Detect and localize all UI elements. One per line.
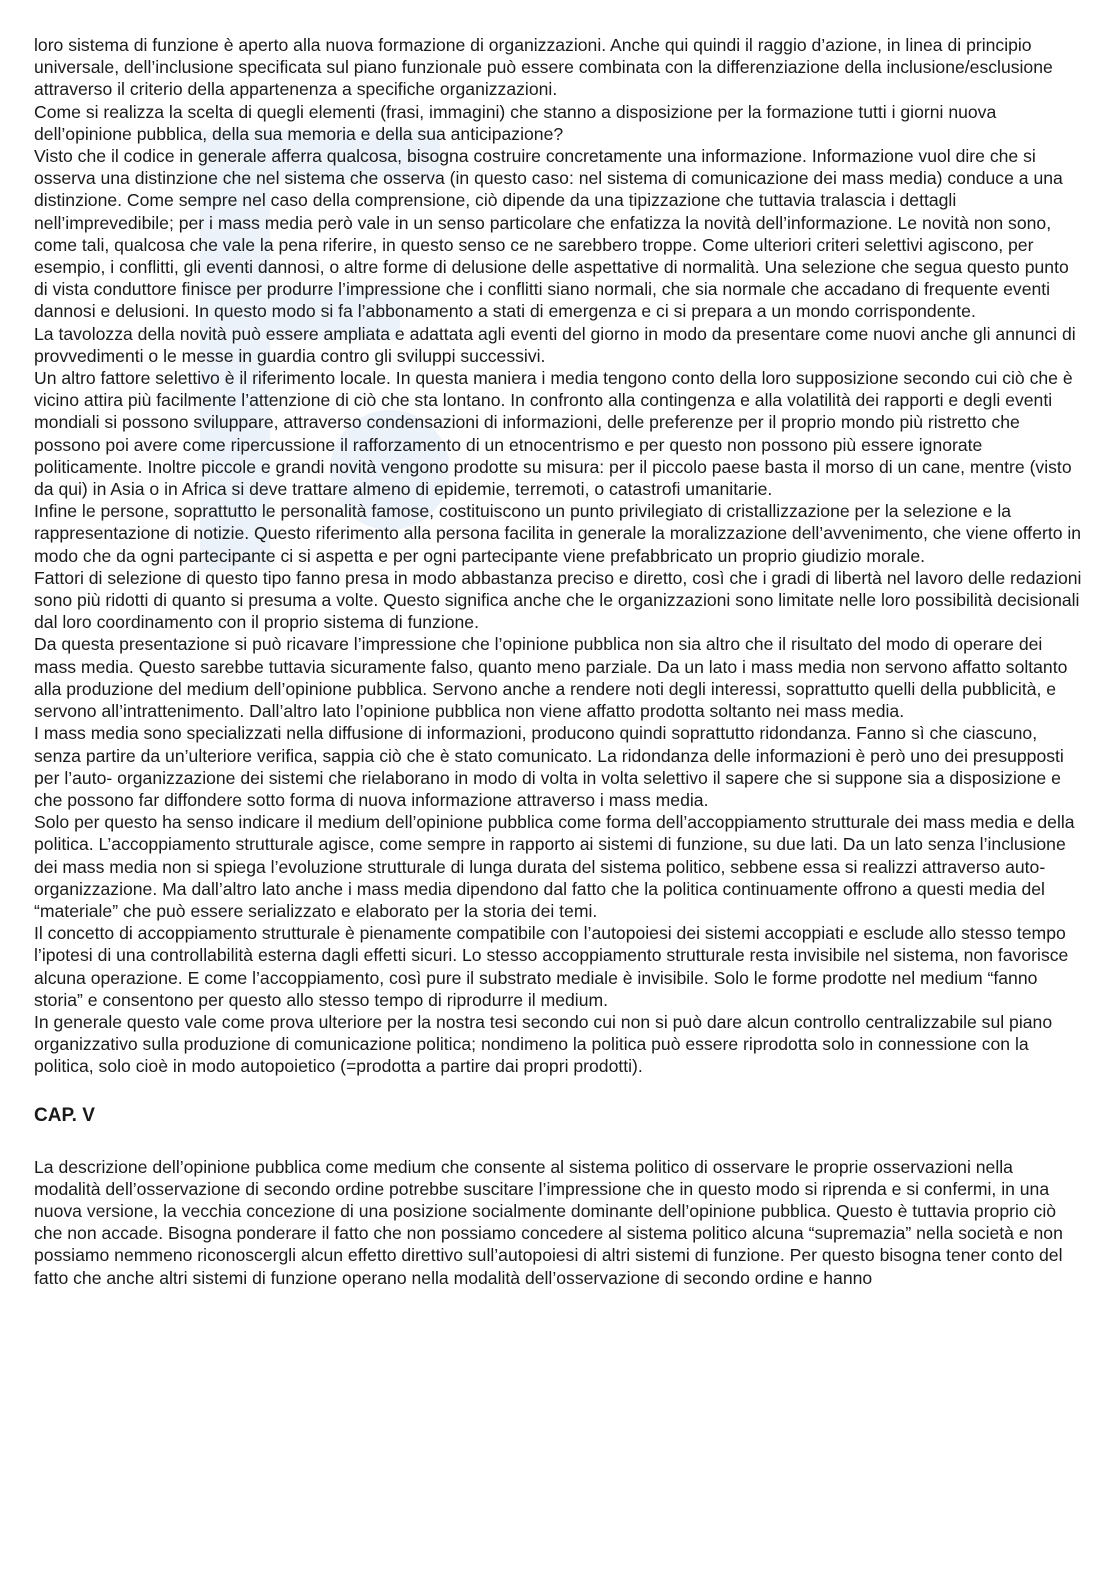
document-page [34,34,1084,1289]
paragraph: Fattori di selezione di questo tipo fanno presa in modo abbastanza preciso e diretto, così che i gradi di libertà nel lavoro delle redazioni sono più ridotti di quanto si presuma a volte. Questo significa anche che le organizzazioni sono limitate nelle loro possibilità decisionali dal loro coordinamento con il proprio sistema di funzione. [34,567,1082,633]
paragraph: Come si realizza la scelta di quegli elementi (frasi, immagini) che stanno a disposizione per la formazione tutti i giorni nuova dell’opinione pubblica, della sua memoria e della sua anticipazione? [34,101,997,144]
paragraph: Il concetto di accoppiamento strutturale è pienamente compatibile con l’autopoiesi dei sistemi accoppiati e esclude allo stesso tempo l’ipotesi di una controllabilità esterna dagli effetti sicuri. Lo stesso accoppiamento strutturale resta invisibile nel sistema, non favorisce alcuna operazione. E come l’accoppiamento, così pure il substrato mediale è invisibile. Solo le forme prodotte nel medium “fanno storia” e consentono per questo allo stesso tempo di riprodurre il medium. [34,923,1069,1010]
paragraph: Visto che il codice in generale afferra qualcosa, bisogna costruire concretamente una informazione. Informazione vuol dire che si osserva una distinzione che nel sistema che osserva (in questo caso: nel sistema di comunicazione dei mass media) conduce a una distinzione. Come sempre nel caso della comprensione, ciò dipende da una tipizzazione che tuttavia tralascia i dettagli nell’imprevedibile; per i mass media però vale in un senso particolare che enfatizza la novità dell’informazione. Le novità non sono, come tali, qualcosa che vale la pena riferire, in questo senso ce ne sarebbero troppe. Come ulteriori criteri selettivi agiscono, per esempio, i conflitti, gli eventi dannosi, o altre forme di delusione delle aspettative di normalità. Una selezione che segua questo punto di vista conduttore finisce per produrre l’impressione che i conflitti siano normali, che sia normale che accadano di frequente eventi dannosi e delusioni. In questo modo si fa l’abbonamento a stati di emergenza e ci si prepara a un mondo corrispondente. [34,146,1069,322]
paragraph: Da questa presentazione si può ricavare l’impressione che l’opinione pubblica non sia altro che il risultato del modo di operare dei mass media. Questo sarebbe tuttavia sicuramente falso, quanto meno parziale. Da un lato i mass media non servono affatto soltanto alla produzione del medium dell’opinione pubblica. Servono anche a rendere noti degli interessi, soprattutto quelli della pubblicità, e servono all’intrattenimento. Dall’altro lato l’opinione pubblica non viene affatto prodotta soltanto nei mass media. [34,634,1068,722]
paragraph: Un altro fattore selettivo è il riferimento locale. In questa maniera i media tengono conto della loro supposizione secondo cui ciò che è vicino attira più facilmente l’attenzione di ciò che sta lontano. In confronto alla contingenza e alla volatilità dei rapporti e degli eventi mondiali si possono sviluppare, attraverso condensazioni di informazioni, delle preferenze per il proprio mondo più ristretto che possono poi avere come ripercussione il rafforzamento di un etnocentrismo e per questo non possono più essere ignorate politicamente. Inoltre piccole e grandi novità vengono prodotte su misura: per il piccolo paese basta il morso di un cane, mentre (visto da qui) in Asia o in Africa si deve trattare almeno di epidemie, terremoti, o catastrofi umanitarie. [34,368,1073,500]
paragraph: In generale questo vale come prova ulteriore per la nostra tesi secondo cui non si può dare alcun controllo centralizzabile sul piano organizzativo sulla produzione di comunicazione politica; nondimeno la politica può essere riprodotta solo in connessione con la politica, solo cioè in modo autopoietico (=prodotta a partire dai propri prodotti). [34,1011,1053,1077]
paragraph: Infine le persone, soprattutto le personalità famose, costituiscono un punto privilegiato di cristallizzazione per la selezione e la rappresentazione di notizie. Questo riferimento alla persona facilita in generale la moralizzazione dell’avvenimento, che viene offerto in modo che da ogni partecipante ci si aspetta e per ogni partecipante viene prefabbricato un proprio giudizio morale. [34,501,1082,566]
paragraph: La tavolozza della novità può essere ampliata e adattata agli eventi del giorno in modo da presentare come nuovi anche gli annunci di provvedimenti o le messe in guardia contro gli sviluppi successivi. [34,323,1076,366]
paragraph: I mass media sono specializzati nella diffusione di informazioni, producono quindi soprattutto ridondanza. Fanno sì che ciascuno, senza partire da un’ulteriore verifica, sappia ciò che è stato comunicato. La ridondanza delle informazioni è però uno dei presupposti per l’auto- organizzazione dei sistemi che rielaborano in modo di volta in volta selettivo il sapere che si suppone sia a disposizione e che possono far diffondere sotto forma di nuova informazione attraverso i mass media. [34,723,1064,810]
chapter-heading: CAP. V [34,1104,95,1126]
paragraph: loro sistema di funzione è aperto alla nuova formazione di organizzazioni. Anche qui quindi il raggio d’azione, in linea di principio universale, dell’inclusione specificata sul piano funzionale può essere combinata con la differenziazione della inclusione/esclusione attraverso il criterio della appartenenza a specifiche organizzazioni. [34,35,1053,100]
paragraph: Solo per questo ha senso indicare il medium dell’opinione pubblica come forma dell’accoppiamento strutturale dei mass media e della politica. L’accoppiamento strutturale agisce, come sempre in rapporto ai sistemi di funzione, su due lati. Da un lato senza l’inclusione dei mass media non si spiega l’evoluzione strutturale di lunga durata del sistema politico, sebbene essa si realizzi attraverso auto-organizzazione. Ma dall’altro lato anche i mass media dipendono dal fatto che la politica continuamente offrono a questi media del “materiale” che può essere serializzato e elaborato per la storia dei temi. [34,812,1075,921]
paragraph: La descrizione dell’opinione pubblica come medium che consente al sistema politico di osservare le proprie osservazioni nella modalità dell’osservazione di secondo ordine potrebbe suscitare l’impressione che in questo modo si riprenda e si confermi, in una nuova versione, la vecchia concezione di una posizione socialmente dominante dell’opinione pubblica. Questo è tuttavia proprio ciò che non accade. Bisogna ponderare il fatto che non possiamo concedere al sistema politico alcuna “supremazia” nella società e non possiamo nemmeno riconoscergli alcun effetto direttivo sull’autopoiesi di altri sistemi di funzione. Per questo bisogna tener conto del fatto che anche altri sistemi di funzione operano nella modalità dell’osservazione di secondo ordine e hanno [34,1156,1063,1288]
